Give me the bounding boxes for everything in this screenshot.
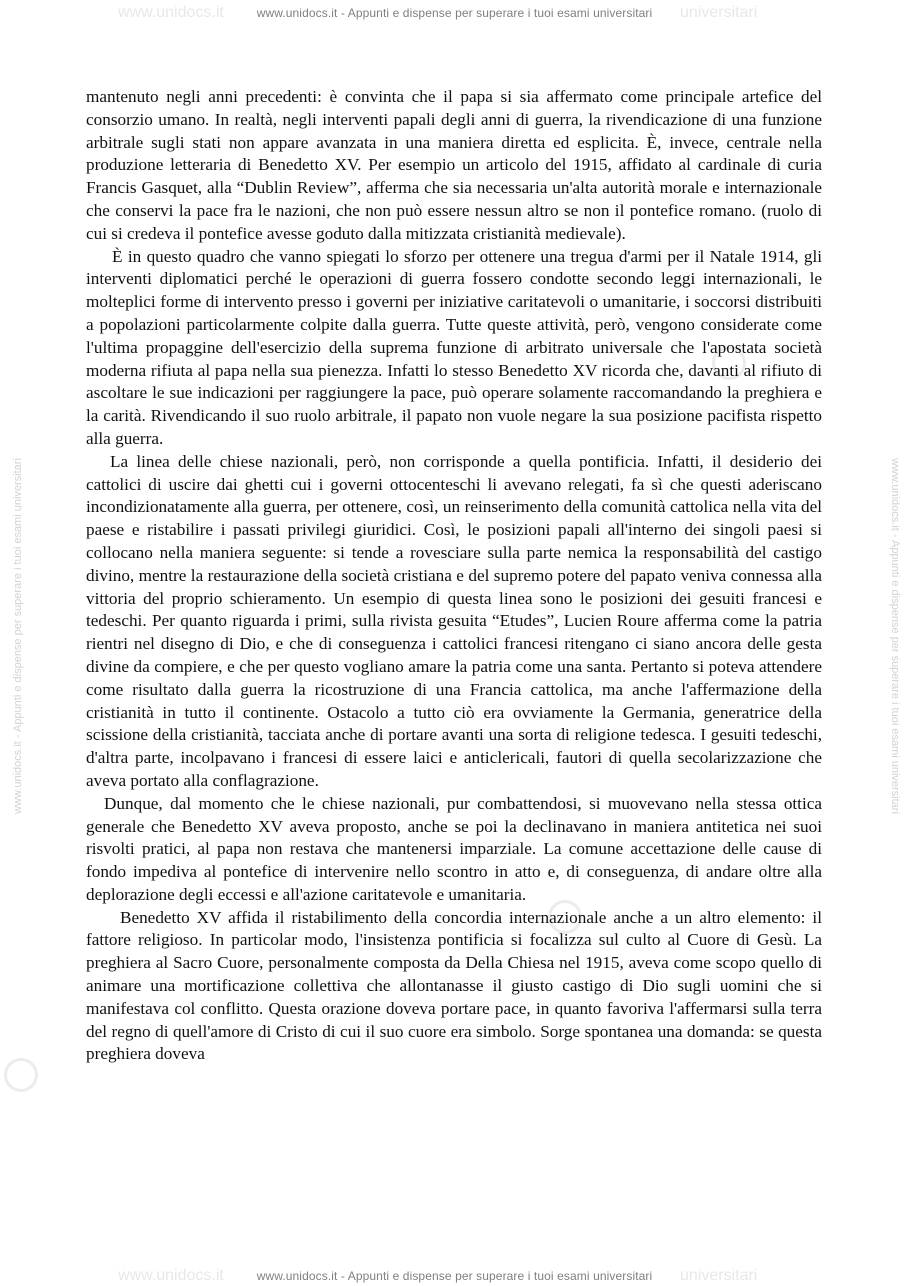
watermark-logo-icon — [4, 1058, 38, 1092]
faint-watermark-bottom-right: universitari — [680, 1267, 758, 1284]
document-body — [86, 86, 822, 1066]
header-watermark: www.unidocs.it - Appunti e dispense per superare i tuoi esami universitari — [256, 6, 653, 20]
left-side-watermark: www.unidocs.it - Appunti e dispense per superare i tuoi esami universitari — [12, 458, 24, 814]
paragraph-5: Benedetto XV affida il ristabilimento della concordia internazionale anche a un altro elemento: il fattore religioso. In particolar modo, l'insistenza pontificia si focalizza sul culto al Cuore di Gesù. La preghiera al Sacro Cuore, personalmente composta da Della Chiesa nel 1915, aveva come scopo quello di animare una mortificazione collettiva che allontanasse il giusto castigo di Dio sugli uomini che si manifestava col conflitto. Questa orazione doveva portare pace, in quanto favoriva l'affermarsi sulla terra del regno di quell'amore di Cristo di cui il suo cuore era simbolo. Sorge spontanea una domanda: se questa preghiera doveva — [86, 907, 822, 1064]
faint-watermark-bottom: www.unidocs.it — [118, 1267, 224, 1284]
paragraph-2: È in questo quadro che vanno spiegati lo sforzo per ottenere una tregua d'armi per il Natale 1914, gli interventi diplomatici perché le operazioni di guerra fossero condotte secondo leggi internazionali, le molteplici forme di intervento presso i governi per iniziative caritatevoli o umanitarie, i soccorsi distribuiti a popolazioni particolarmente colpite dalla guerra. Tutte queste attività, però, vengono considerate come l'ultima propaggine dell'esercizio della suprema funzione di arbitrato universale che l'apostata società moderna rifiuta al papa nella sua pienezza. Infatti lo stesso Benedetto XV ricorda che, davanti al rifiuto di ascoltare le sue indicazioni per raggiungere la pace, può operare solamente raccomandando la preghiera e la carità. Rivendicando il suo ruolo arbitrale, il papato non vuole negare la sua posizione pacifista rispetto alla guerra. — [86, 246, 822, 448]
faint-watermark-top: www.unidocs.it — [118, 4, 224, 21]
footer-watermark: www.unidocs.it - Appunti e dispense per superare i tuoi esami universitari — [256, 1269, 653, 1283]
faint-watermark-top-right: universitari — [680, 4, 758, 21]
right-side-watermark: www.unidocs.it - Appunti e dispense per superare i tuoi esami universitari — [889, 458, 901, 814]
paragraph-3: La linea delle chiese nazionali, però, non corrisponde a quella pontificia. Infatti, il desiderio dei cattolici di uscire dai ghetti cui i governi ottocenteschi li avevano relegati, fa sì che questi aderiscano incondizionatamente alla guerra, per ottenere, così, un reinserimento della comunità cattolica nella vita del paese e ristabilire i passati privilegi giuridici. Così, le posizioni papali all'interno dei singoli paesi si collocano nella maniera seguente: si tende a rovesciare sulla parte nemica la responsabilità del castigo divino, mentre la restaurazione della società cristiana e del supremo potere del papato veniva connessa alla vittoria del proprio schieramento. Un esempio di questa linea sono le posizioni dei gesuiti francesi e tedeschi. Per quanto riguarda i primi, sulla rivista gesuita “Etudes”, Lucien Roure afferma come la patria rientri nel disegno di Dio, e che di conseguenza i cattolici francesi ritengano ci siano ancora delle gesta divine da compiere, e che per questo vogliano amare la patria come una santa. Pertanto si poteva attendere come risultato dalla guerra la ricostruzione di una Francia cattolica, ma anche l'affermazione della cristianità in tutto il continente. Ostacolo a tutto ciò era ovviamente la Germania, generatrice della scissione della cristianità, tacciata anche di portare avanti una sorta di religione tedesca. I gesuiti tedeschi, d'altra parte, incolpavano i francesi di essere laici e anticlericali, fautori di quella secolarizzazione che aveva portato alla conflagrazione. — [86, 451, 822, 790]
paragraph-4: Dunque, dal momento che le chiese nazionali, pur combattendosi, si muovevano nella stessa ottica generale che Benedetto XV aveva proposto, anche se poi la declinavano in maniera antitetica nei suoi risvolti pratici, al papa non restava che mantenersi imparziale. La comune accettazione delle cause di fondo impediva al pontefice di intervenire nello scontro in atto e, di conseguenza, di andare oltre alla deplorazione degli eccessi e all'azione caritatevole e umanitaria. — [86, 793, 822, 904]
paragraph-1: mantenuto negli anni precedenti: è convinta che il papa si sia affermato come principale artefice del consorzio umano. In realtà, negli interventi papali degli anni di guerra, la rivendicazione di una funzione arbitrale sugli stati non appare avanzata in una maniera diretta ed esplicita. È, invece, centrale nella produzione letteraria di Benedetto XV. Per esempio un articolo del 1915, affidato al cardinale di curia Francis Gasquet, alla “Dublin Review”, afferma che sia necessaria un'alta autorità morale e internazionale che conservi la pace fra le nazioni, che non può essere nessun altro se non il pontefice romano. (ruolo di cui si credeva il pontefice avesse goduto dalla mitizzata cristianità medievale). — [86, 87, 822, 243]
